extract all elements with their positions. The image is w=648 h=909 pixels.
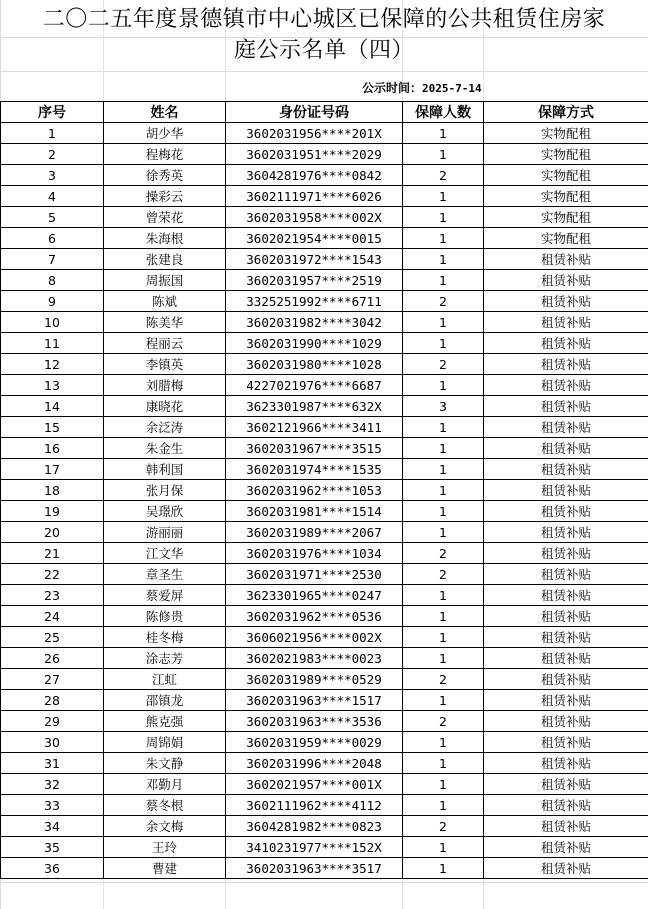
cell-seq: 36 [1, 858, 104, 879]
table-row [1, 354, 648, 375]
cell-id-number: 3602021983****0023 [226, 648, 403, 669]
cell-name: 朱金生 [104, 438, 226, 459]
cell-method: 租赁补贴 [484, 732, 648, 753]
cell-name: 韩利国 [104, 459, 226, 480]
cell-id-number: 3623301987****632X [226, 396, 403, 417]
cell-seq: 8 [1, 270, 104, 291]
table-row [1, 438, 648, 459]
cell-id-number: 3602031982****3042 [226, 312, 403, 333]
cell-method: 租赁补贴 [484, 354, 648, 375]
cell-method: 租赁补贴 [484, 816, 648, 837]
cell-id-number: 3602031957****2519 [226, 270, 403, 291]
header-persons: 保障人数 [403, 102, 484, 123]
announce-date [362, 79, 482, 96]
cell-method: 租赁补贴 [484, 438, 648, 459]
cell-name: 周锦娟 [104, 732, 226, 753]
cell-name: 康晓花 [104, 396, 226, 417]
cell-persons: 1 [403, 858, 484, 879]
cell-id-number: 3602031962****1053 [226, 480, 403, 501]
cell-id-number: 3602031963****3517 [226, 858, 403, 879]
cell-method: 租赁补贴 [484, 459, 648, 480]
cell-id-number: 3602031963****3536 [226, 711, 403, 732]
cell-name: 吴璟欣 [104, 501, 226, 522]
cell-seq: 19 [1, 501, 104, 522]
cell-seq: 24 [1, 606, 104, 627]
cell-id-number: 3602031989****2067 [226, 522, 403, 543]
table-row [1, 732, 648, 753]
cell-method: 租赁补贴 [484, 669, 648, 690]
cell-persons: 2 [403, 669, 484, 690]
cell-name: 王玲 [104, 837, 226, 858]
cell-method: 租赁补贴 [484, 396, 648, 417]
cell-id-number: 3410231977****152X [226, 837, 403, 858]
cell-persons: 1 [403, 249, 484, 270]
cell-persons: 1 [403, 438, 484, 459]
cell-name: 曾荣花 [104, 207, 226, 228]
cell-seq: 27 [1, 669, 104, 690]
cell-id-number: 3602031956****201X [226, 123, 403, 144]
cell-id-number: 3602031958****002X [226, 207, 403, 228]
cell-method: 租赁补贴 [484, 648, 648, 669]
cell-name: 胡少华 [104, 123, 226, 144]
cell-id-number: 3325251992****6711 [226, 291, 403, 312]
cell-method: 租赁补贴 [484, 522, 648, 543]
table-row [1, 375, 648, 396]
cell-id-number: 3602121966****3411 [226, 417, 403, 438]
cell-seq: 15 [1, 417, 104, 438]
cell-name: 蔡爱屏 [104, 585, 226, 606]
cell-method: 实物配租 [484, 228, 648, 249]
cell-seq: 29 [1, 711, 104, 732]
cell-method: 租赁补贴 [484, 564, 648, 585]
table-row [1, 543, 648, 564]
cell-id-number: 3602031971****2530 [226, 564, 403, 585]
table-row [1, 774, 648, 795]
cell-seq: 35 [1, 837, 104, 858]
cell-seq: 17 [1, 459, 104, 480]
cell-seq: 20 [1, 522, 104, 543]
title-line-2: 庭公示名单（四） [233, 38, 414, 63]
cell-name: 陈美华 [104, 312, 226, 333]
cell-name: 徐秀英 [104, 165, 226, 186]
cell-id-number: 3606021956****002X [226, 627, 403, 648]
cell-method: 租赁补贴 [484, 858, 648, 879]
cell-seq: 34 [1, 816, 104, 837]
cell-persons: 1 [403, 270, 484, 291]
cell-method: 租赁补贴 [484, 690, 648, 711]
cell-name: 邵镇龙 [104, 690, 226, 711]
cell-name: 刘腊梅 [104, 375, 226, 396]
cell-method: 实物配租 [484, 165, 648, 186]
cell-name: 程丽云 [104, 333, 226, 354]
cell-seq: 9 [1, 291, 104, 312]
cell-seq: 23 [1, 585, 104, 606]
cell-id-number: 3602031989****0529 [226, 669, 403, 690]
cell-id-number: 4227021976****6687 [226, 375, 403, 396]
cell-method: 租赁补贴 [484, 585, 648, 606]
cell-method: 实物配租 [484, 207, 648, 228]
cell-seq: 2 [1, 144, 104, 165]
cell-seq: 16 [1, 438, 104, 459]
cell-method: 租赁补贴 [484, 837, 648, 858]
cell-method: 租赁补贴 [484, 291, 648, 312]
cell-method: 租赁补贴 [484, 795, 648, 816]
cell-seq: 32 [1, 774, 104, 795]
table-row [1, 417, 648, 438]
cell-id-number: 3602021957****001X [226, 774, 403, 795]
cell-name: 程梅花 [104, 144, 226, 165]
cell-persons: 1 [403, 522, 484, 543]
cell-name: 邓勤月 [104, 774, 226, 795]
table-header-row [1, 102, 648, 123]
cell-method: 租赁补贴 [484, 480, 648, 501]
cell-persons: 2 [403, 816, 484, 837]
table-row [1, 795, 648, 816]
cell-persons: 1 [403, 123, 484, 144]
cell-seq: 31 [1, 753, 104, 774]
cell-id-number: 3623301965****0247 [226, 585, 403, 606]
table-row [1, 228, 648, 249]
table-row [1, 753, 648, 774]
table-row [1, 627, 648, 648]
cell-persons: 1 [403, 459, 484, 480]
cell-method: 实物配租 [484, 144, 648, 165]
cell-method: 实物配租 [484, 123, 648, 144]
cell-method: 租赁补贴 [484, 333, 648, 354]
cell-method: 租赁补贴 [484, 711, 648, 732]
cell-seq: 22 [1, 564, 104, 585]
cell-seq: 33 [1, 795, 104, 816]
cell-name: 曹建 [104, 858, 226, 879]
cell-seq: 28 [1, 690, 104, 711]
cell-name: 朱海根 [104, 228, 226, 249]
cell-name: 江文华 [104, 543, 226, 564]
table-row [1, 816, 648, 837]
cell-name: 陈修贵 [104, 606, 226, 627]
cell-method: 租赁补贴 [484, 249, 648, 270]
cell-seq: 3 [1, 165, 104, 186]
table-row [1, 837, 648, 858]
cell-persons: 1 [403, 753, 484, 774]
cell-persons: 1 [403, 795, 484, 816]
table-row [1, 207, 648, 228]
cell-id-number: 3602031980****1028 [226, 354, 403, 375]
cell-name: 李镇英 [104, 354, 226, 375]
cell-persons: 1 [403, 207, 484, 228]
cell-name: 操彩云 [104, 186, 226, 207]
cell-id-number: 3602111971****6026 [226, 186, 403, 207]
cell-seq: 14 [1, 396, 104, 417]
cell-id-number: 3602021954****0015 [226, 228, 403, 249]
cell-name: 熊克强 [104, 711, 226, 732]
header-method: 保障方式 [484, 102, 648, 123]
cell-id-number: 3604281982****0823 [226, 816, 403, 837]
cell-id-number: 3602031974****1535 [226, 459, 403, 480]
cell-name: 陈斌 [104, 291, 226, 312]
cell-seq: 10 [1, 312, 104, 333]
cell-name: 桂冬梅 [104, 627, 226, 648]
table-row [1, 858, 648, 879]
cell-persons: 2 [403, 165, 484, 186]
cell-persons: 1 [403, 417, 484, 438]
cell-id-number: 3602111962****4112 [226, 795, 403, 816]
page-title [0, 4, 648, 66]
cell-id-number: 3602031972****1543 [226, 249, 403, 270]
table-row [1, 396, 648, 417]
cell-name: 张建良 [104, 249, 226, 270]
cell-method: 租赁补贴 [484, 606, 648, 627]
table-row [1, 144, 648, 165]
table-row [1, 480, 648, 501]
cell-id-number: 3602031996****2048 [226, 753, 403, 774]
table-row [1, 165, 648, 186]
cell-persons: 1 [403, 144, 484, 165]
cell-persons: 1 [403, 606, 484, 627]
cell-id-number: 3604281976****0842 [226, 165, 403, 186]
cell-method: 实物配租 [484, 186, 648, 207]
cell-name: 朱文静 [104, 753, 226, 774]
table-row [1, 501, 648, 522]
cell-name: 章圣生 [104, 564, 226, 585]
cell-persons: 1 [403, 333, 484, 354]
cell-seq: 30 [1, 732, 104, 753]
table-row [1, 333, 648, 354]
table-row [1, 648, 648, 669]
cell-seq: 21 [1, 543, 104, 564]
cell-name: 张月保 [104, 480, 226, 501]
table-row [1, 690, 648, 711]
cell-id-number: 3602031951****2029 [226, 144, 403, 165]
cell-method: 租赁补贴 [484, 375, 648, 396]
roster-table [0, 101, 648, 879]
cell-name: 蔡冬根 [104, 795, 226, 816]
table-row [1, 564, 648, 585]
header-seq: 序号 [1, 102, 104, 123]
cell-method: 租赁补贴 [484, 774, 648, 795]
cell-method: 租赁补贴 [484, 417, 648, 438]
cell-method: 租赁补贴 [484, 627, 648, 648]
cell-method: 租赁补贴 [484, 270, 648, 291]
table-row [1, 249, 648, 270]
table-body [1, 123, 648, 879]
table-row [1, 669, 648, 690]
announce-row [0, 78, 648, 98]
cell-persons: 2 [403, 291, 484, 312]
cell-seq: 13 [1, 375, 104, 396]
cell-seq: 1 [1, 123, 104, 144]
announce-date-value: 2025-7-14 [422, 82, 482, 95]
cell-name: 涂志芳 [104, 648, 226, 669]
cell-persons: 1 [403, 774, 484, 795]
cell-seq: 4 [1, 186, 104, 207]
cell-persons: 1 [403, 228, 484, 249]
gridline [0, 882, 648, 883]
cell-seq: 5 [1, 207, 104, 228]
cell-seq: 11 [1, 333, 104, 354]
cell-persons: 1 [403, 501, 484, 522]
cell-id-number: 3602031967****3515 [226, 438, 403, 459]
title-line-1: 二〇二五年度景德镇市中心城区已保障的公共租赁住房家 [42, 7, 606, 32]
cell-persons: 1 [403, 375, 484, 396]
cell-name: 周振国 [104, 270, 226, 291]
cell-seq: 26 [1, 648, 104, 669]
cell-name: 余文梅 [104, 816, 226, 837]
cell-persons: 1 [403, 480, 484, 501]
cell-persons: 1 [403, 648, 484, 669]
cell-persons: 1 [403, 690, 484, 711]
cell-persons: 2 [403, 354, 484, 375]
cell-persons: 2 [403, 564, 484, 585]
cell-method: 租赁补贴 [484, 501, 648, 522]
cell-id-number: 3602031981****1514 [226, 501, 403, 522]
table-row [1, 711, 648, 732]
header-name: 姓名 [104, 102, 226, 123]
cell-method: 租赁补贴 [484, 753, 648, 774]
cell-method: 租赁补贴 [484, 543, 648, 564]
cell-id-number: 3602031990****1029 [226, 333, 403, 354]
cell-persons: 2 [403, 711, 484, 732]
cell-persons: 1 [403, 312, 484, 333]
cell-id-number: 3602031962****0536 [226, 606, 403, 627]
cell-seq: 6 [1, 228, 104, 249]
table-row [1, 291, 648, 312]
cell-seq: 12 [1, 354, 104, 375]
cell-seq: 7 [1, 249, 104, 270]
table-row [1, 123, 648, 144]
cell-persons: 1 [403, 186, 484, 207]
table-row [1, 186, 648, 207]
cell-id-number: 3602031959****0029 [226, 732, 403, 753]
table-row [1, 522, 648, 543]
cell-seq: 25 [1, 627, 104, 648]
cell-persons: 1 [403, 627, 484, 648]
cell-id-number: 3602031963****1517 [226, 690, 403, 711]
cell-persons: 1 [403, 732, 484, 753]
gridline [0, 71, 648, 72]
cell-persons: 1 [403, 837, 484, 858]
table-row [1, 585, 648, 606]
cell-name: 余泛涛 [104, 417, 226, 438]
announce-label: 公示时间： [362, 81, 423, 95]
cell-id-number: 3602031976****1034 [226, 543, 403, 564]
cell-method: 租赁补贴 [484, 312, 648, 333]
cell-persons: 3 [403, 396, 484, 417]
table-row [1, 312, 648, 333]
table-row [1, 606, 648, 627]
cell-seq: 18 [1, 480, 104, 501]
table-row [1, 459, 648, 480]
cell-name: 游丽丽 [104, 522, 226, 543]
cell-name: 江虹 [104, 669, 226, 690]
header-id-number: 身份证号码 [226, 102, 403, 123]
cell-persons: 2 [403, 543, 484, 564]
table-row [1, 270, 648, 291]
cell-persons: 1 [403, 585, 484, 606]
